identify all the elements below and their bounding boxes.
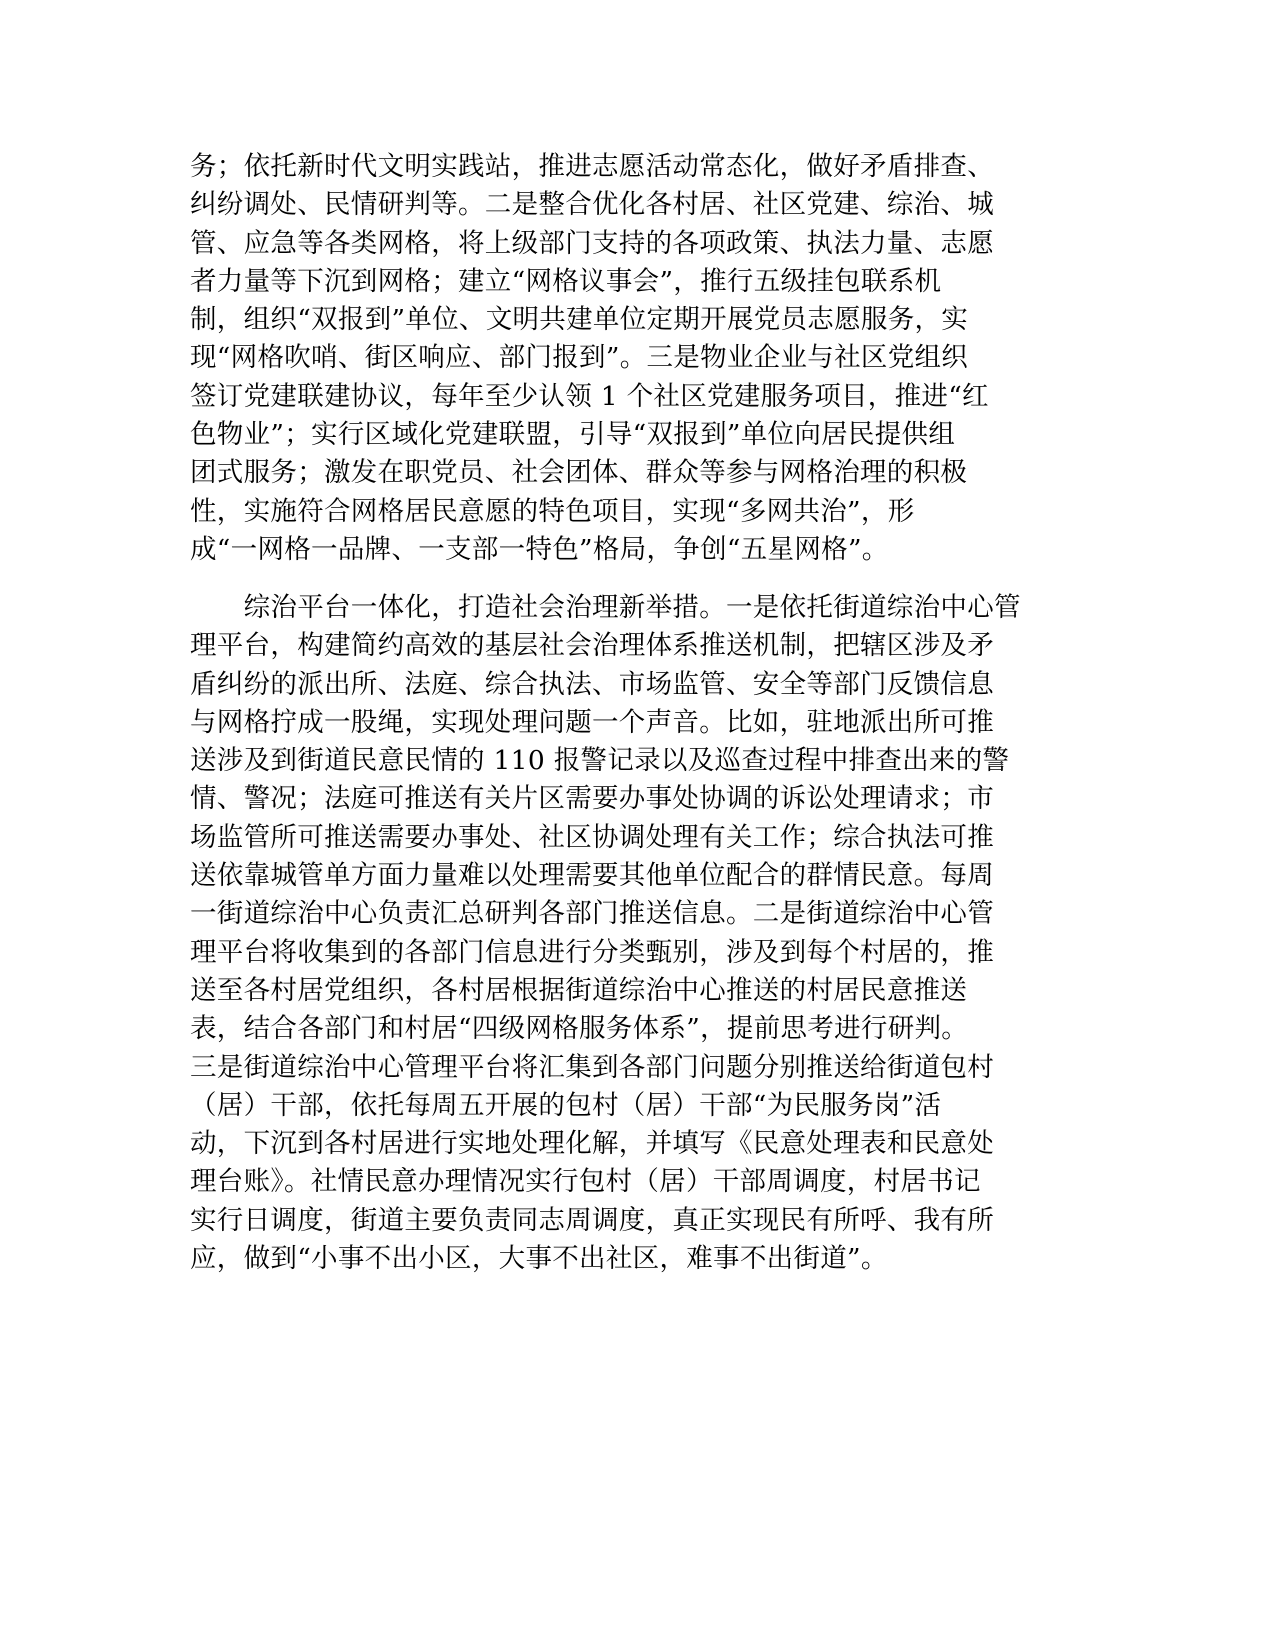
text-line: 纠纷调处、民情研判等。二是整合优化各村居、社区党建、综治、城 xyxy=(190,189,994,221)
text-line: 一街道综治中心负责汇总研判各部门推送信息。二是街道综治中心管 xyxy=(190,898,994,930)
text-line: 场监管所可推送需要办事处、社区协调处理有关工作；综合执法可推 xyxy=(190,821,994,853)
paragraph-grid-governance xyxy=(190,148,1070,569)
text-line: 送依靠城管单方面力量难以处理需要其他单位配合的群情民意。每周 xyxy=(190,860,994,892)
text-line: 理平台将收集到的各部门信息进行分类甄别，涉及到每个村居的，推 xyxy=(190,936,994,968)
text-line: 表，结合各部门和村居“四级网格服务体系”，提前思考进行研判。 xyxy=(190,1013,969,1045)
text-line: 管、应急等各类网格，将上级部门支持的各项政策、执法力量、志愿 xyxy=(190,227,994,259)
text-line: 务；依托新时代文明实践站，推进志愿活动常态化，做好矛盾排查、 xyxy=(190,151,994,182)
text-line: 理台账》。社情民意办理情况实行包村（居）干部周调度，村居书记 xyxy=(190,1166,981,1198)
text-line: 性，实施符合网格居民意愿的特色项目，实现“多网共治”，形 xyxy=(190,495,915,527)
text-line: （居）干部，依托每周五开展的包村（居）干部“为民服务岗”活 xyxy=(190,1089,942,1121)
text-line: 动，下沉到各村居进行实地处理化解，并填写《民意处理表和民意处 xyxy=(190,1128,994,1160)
text-line: 者力量等下沉到网格；建立“网格议事会”，推行五级挂包联系机 xyxy=(190,265,942,297)
text-line: 现“网格吹哨、街区响应、部门报到”。三是物业企业与社区党组织 xyxy=(190,342,969,374)
text-line: 实行日调度，街道主要负责同志周调度，真正实现民有所呼、我有所 xyxy=(190,1204,994,1236)
text-line: 签订党建联建协议，每年至少认领 1 个社区党建服务项目，推进“红 xyxy=(190,380,989,412)
text-line: 三是街道综治中心管理平台将汇集到各部门问题分别推送给街道包村 xyxy=(190,1051,994,1083)
text-line: 与网格拧成一股绳，实现处理问题一个声音。比如，驻地派出所可推 xyxy=(190,706,994,738)
text-line: 色物业”；实行区域化党建联盟，引导“双报到”单位向居民提供组 xyxy=(190,419,956,451)
text-line: 送至各村居党组织，各村居根据街道综治中心推送的村居民意推送 xyxy=(190,974,968,1006)
text-line: 送涉及到街道民意民情的 110 报警记录以及巡查过程中排查出来的警 xyxy=(190,745,1010,777)
paragraph-integrated-platform xyxy=(190,589,1070,1278)
text-line: 制，组织“双报到”单位、文明共建单位定期开展党员志愿服务，实 xyxy=(190,304,969,336)
text-line: 理平台，构建简约高效的基层社会治理体系推送机制，把辖区涉及矛 xyxy=(190,630,994,662)
text-line: 综治平台一体化，打造社会治理新举措。一是依托街道综治中心管 xyxy=(190,592,1021,623)
text-line: 情、警况；法庭可推送有关片区需要办事处协调的诉讼处理请求；市 xyxy=(190,783,994,815)
text-line: 盾纠纷的派出所、法庭、综合执法、市场监管、安全等部门反馈信息 xyxy=(190,668,994,700)
text-line: 成“一网格一品牌、一支部一特色”格局，争创“五星网格”。 xyxy=(190,533,889,565)
text-line: 应，做到“小事不出小区，大事不出社区，难事不出街道”。 xyxy=(190,1243,888,1275)
text-line: 团式服务；激发在职党员、社会团体、群众等参与网格治理的积极 xyxy=(190,457,968,489)
